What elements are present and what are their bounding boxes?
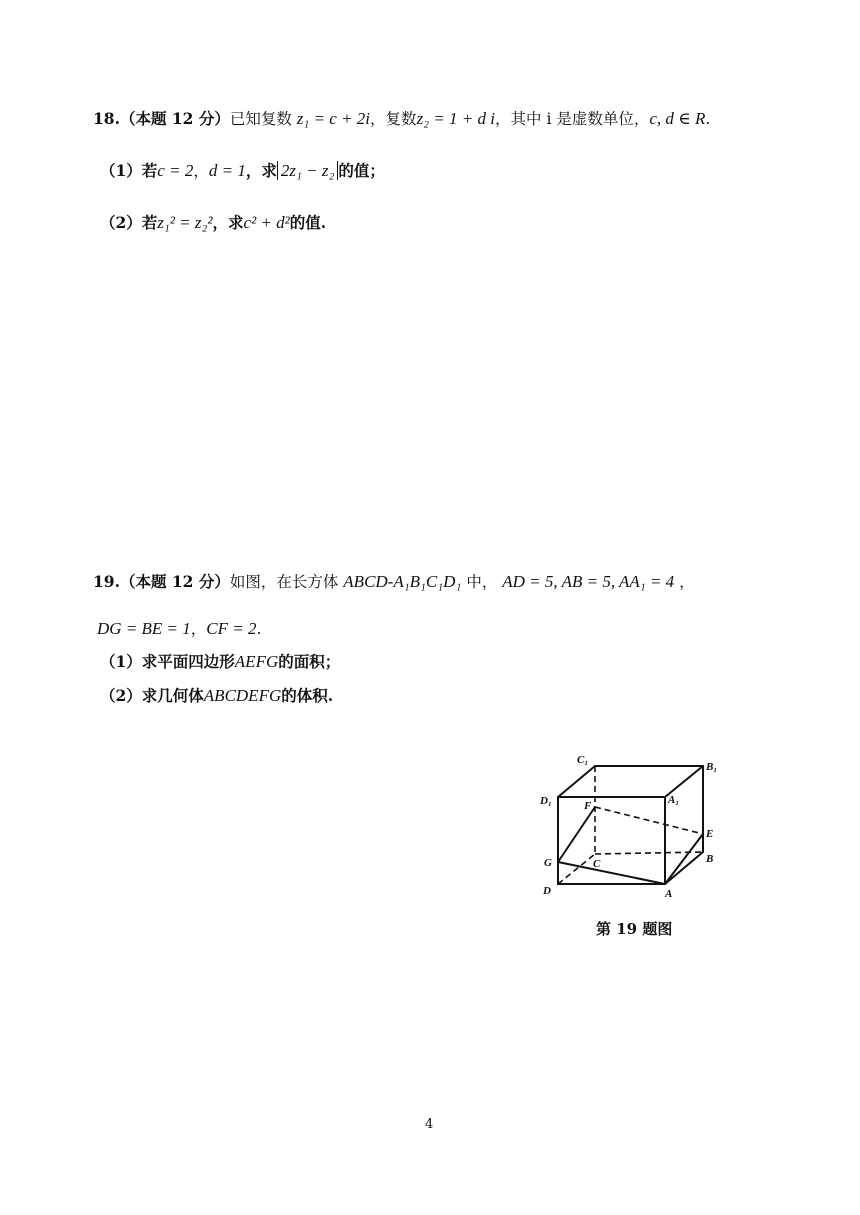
label-b1: B₁ (706, 761, 718, 773)
q19-stem (93, 572, 695, 592)
q19-line-2-end: . (256, 620, 262, 638)
q19-part-1-end: 的面积； (278, 652, 341, 671)
figure-caption: 第 19 题图 (596, 920, 673, 938)
q19-part-2-end: 的体积. (281, 686, 334, 705)
q19-text-3: ， (679, 573, 695, 591)
q18-stem (93, 109, 710, 129)
q18-number: 18. (93, 109, 120, 128)
q18-part-2-end: 的值. (289, 213, 327, 232)
q18-text-2: ，复数 (370, 110, 417, 128)
q18-points: （本题 12 分） (119, 109, 230, 128)
label-c1: C₁ (577, 754, 589, 766)
label-e: E (706, 828, 714, 840)
q18-part-2-ask: ，求 (212, 213, 244, 232)
q18-part-2-target: c² + d² (243, 213, 290, 232)
q19-line-2-sep: ， (190, 620, 207, 638)
q19-part-2 (100, 686, 333, 706)
q18-z2-expression: z₂ = 1 + d i (416, 109, 496, 128)
label-c: C (593, 858, 601, 870)
q19-part-1-shape: AEFG (234, 652, 279, 671)
q18-text-1: 已知复数 (229, 110, 292, 128)
q19-part-1-label: （1）求平面四边形 (100, 652, 235, 671)
q18-text-4: . (705, 110, 711, 128)
q19-part-2-shape: ABCDEFG (203, 686, 282, 705)
label-g: G (544, 857, 552, 869)
q19-dimensions: AD = 5, AB = 5, AA₁ = 4 (502, 572, 675, 591)
q19-part-1 (100, 652, 340, 672)
q18-part-1-sep: ， (193, 162, 209, 180)
q19-text-1: 如图，在长方体 (229, 573, 339, 591)
q19-solid-name: ABCD-A₁B₁C₁D₁ (343, 572, 462, 591)
q18-part-1-abs: 2z₁ − z₂ (277, 161, 339, 180)
edge-a-e (665, 834, 703, 884)
cuboid-figure (535, 752, 735, 902)
hidden-edge-f-e (595, 807, 703, 834)
label-a1: A₁ (668, 794, 680, 806)
label-d1: D₁ (540, 795, 552, 807)
q18-part-1-d: d = 1 (208, 161, 246, 180)
q18-part-2-expression: z₁² = z₂² (157, 213, 213, 232)
q19-cf: CF = 2 (206, 619, 257, 638)
edge-a1-b1 (665, 766, 703, 797)
edge-a-b (665, 852, 703, 884)
page-number: 4 (425, 1117, 434, 1132)
q18-part-1-c: c = 2 (157, 161, 194, 180)
edge-g-a (558, 862, 665, 884)
q18-part-1-label: （1）若 (100, 161, 158, 180)
q18-part-1-ask: ，求 (245, 161, 277, 180)
q18-z1-expression: z₁ = c + 2i (296, 109, 371, 128)
q18-part-2 (100, 213, 326, 233)
q19-dg-be: DG = BE = 1 (97, 619, 191, 638)
label-a: A (665, 888, 673, 900)
q19-part-2-label: （2）求几何体 (100, 686, 204, 705)
q18-part-1-end: 的值； (338, 161, 385, 180)
q18-text-3: ，其中 i 是虚数单位， (495, 110, 650, 128)
q19-number: 19. (93, 572, 120, 591)
edge-d1-c1 (558, 766, 595, 797)
label-f: F (584, 800, 592, 812)
label-d: D (543, 885, 551, 897)
q19-points: （本题 12 分） (119, 572, 230, 591)
q18-domain-expression: c, d ∈ R (649, 109, 706, 128)
label-b: B (706, 853, 714, 865)
q18-part-1 (100, 161, 385, 181)
q19-line-2 (97, 619, 261, 639)
edge-g-f (558, 807, 595, 862)
q18-part-2-label: （2）若 (100, 213, 158, 232)
q19-text-2: 中， (466, 573, 498, 591)
